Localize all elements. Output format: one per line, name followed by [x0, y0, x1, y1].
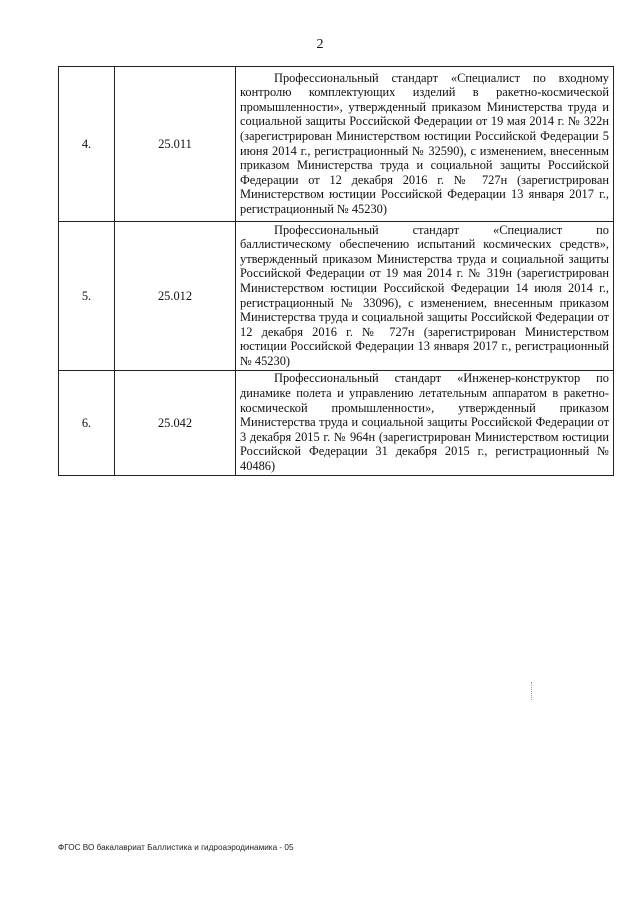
standard-description: Профессиональный стандарт «Специалист по входному контролю комплектующих изделий в ракетно-космической промышленности», утвержденный приказом Министерства труда и социальной защиты Российской Федерации от 19 мая 2014 г. № 322н (зарегистрирован Министерством юстиции Российской Федерации 5 июня 2014 г., регистрационный № 32590), с изменением, внесенным приказом Министерства труда и социальной защиты Российской Федерации от 12 декабря 2016 г. № 727н (зарегистрирован Министерством юстиции Российской Федерации 13 января 2017 г., регистрационный № 45230): [240, 70, 609, 216]
professional-standards-table: [58, 66, 614, 476]
table-row: [59, 222, 614, 371]
standard-code: 25.012: [115, 222, 236, 371]
standard-code: 25.042: [115, 371, 236, 476]
standard-description: Профессиональный стандарт «Специалист по баллистическому обеспечению испытаний космических средств», утвержденный приказом Министерства труда и социальной защиты Российской Федерации от 19 мая 2014 г. № 319н (зарегистрирован Министерством юстиции Российской Федерации 14 июля 2014 г., регистрационный № 33096), с изменением, внесенным приказом Министерства труда и социальной защиты Российской Федерации от 12 декабря 2016 г. № 727н (зарегистрирован Министерством юстиции Российской Федерации 13 января 2017 г., регистрационный № 45230): [240, 222, 609, 368]
standard-description-cell: [236, 371, 614, 476]
standard-description-cell: [236, 67, 614, 222]
standard-code: 25.011: [115, 67, 236, 222]
row-number: 4.: [59, 67, 115, 222]
page-number: 2: [316, 37, 324, 52]
standard-description-cell: [236, 222, 614, 371]
scan-artifact-mark: [531, 682, 533, 700]
table-row: [59, 67, 614, 222]
row-number: 5.: [59, 222, 115, 371]
document-footer: ФГОС ВО бакалавриат Баллистика и гидроаэродинамика - 05: [58, 843, 294, 852]
table-row: [59, 371, 614, 476]
standard-description: Профессиональный стандарт «Инженер-конструктор по динамике полета и управлению летательным аппаратом в ракетно-космической промышленности», утвержденный приказом Министерства труда и социальной защиты Российской Федерации от 3 декабря 2015 г. № 964н (зарегистрирован Министерством юстиции Российской Федерации 31 декабря 2015 г., регистрационный № 40486): [240, 371, 609, 473]
row-number: 6.: [59, 371, 115, 476]
